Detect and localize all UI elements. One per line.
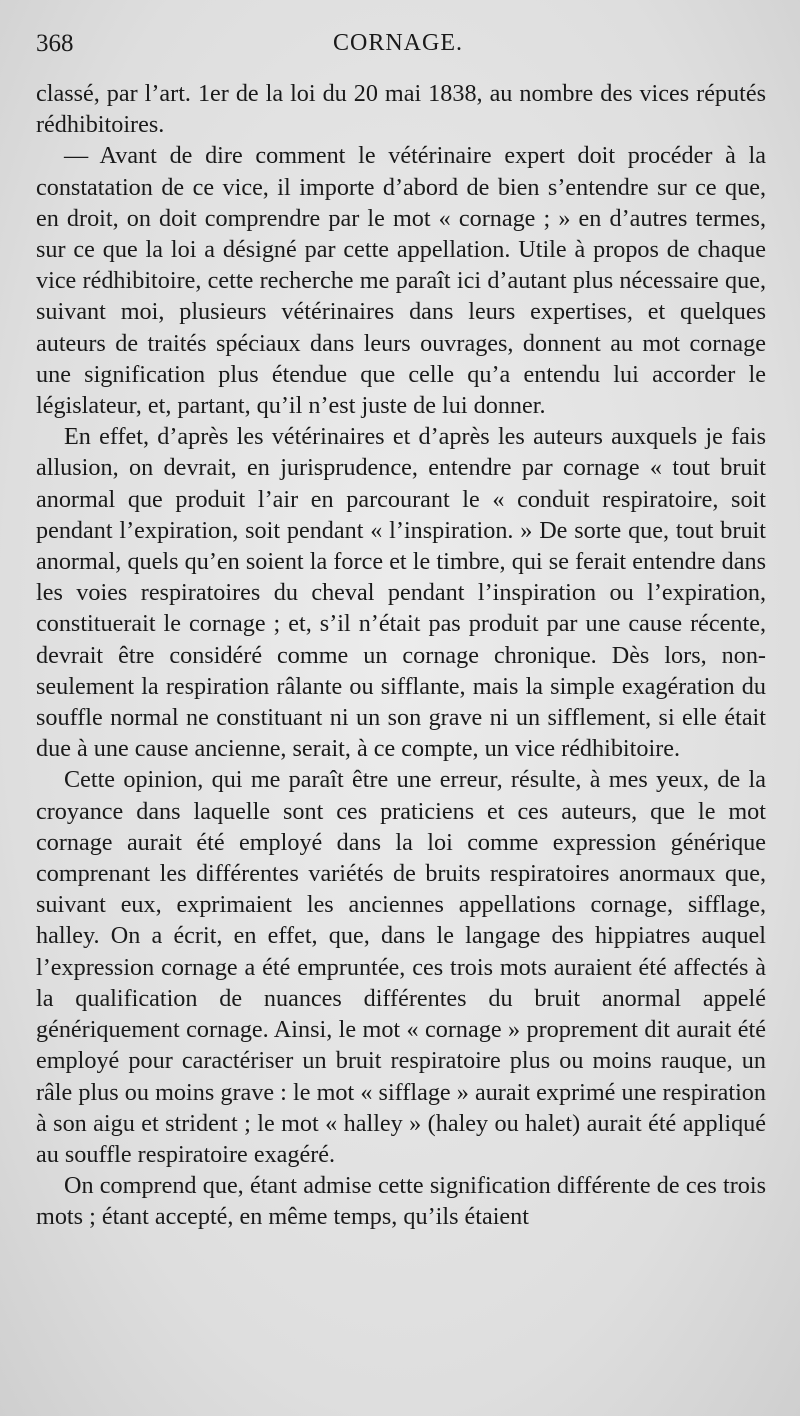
- paragraph-1: classé, par l’art. 1er de la loi du 20 mai 1838, au nombre des vices réputés rédhibitoires.: [36, 80, 766, 139]
- running-title: CORNAGE.: [332, 30, 463, 56]
- paragraph-5: On comprend que, étant admise cette signification différente de ces trois mots ; étant accepté, en même temps, qu’ils étaient: [36, 1172, 766, 1231]
- page-number: 368: [36, 30, 74, 57]
- paragraph-2: — Avant de dire comment le vétérinaire expert doit procéder à la constatation de ce vice, il importe d’abord de bien s’entendre sur ce que, en droit, on doit comprendre par le mot « cornage ; » en d’autres termes, sur ce que la loi a désigné par cette appellation. Utile à propos de chaque vice rédhibitoire, cette recherche me paraît ici d’autant plus nécessaire que, suivant moi, plusieurs vétérinaires dans leurs expertises, et quelques auteurs de traités spéciaux dans leurs ouvrages, donnent au mot cornage une signification plus étendue que celle qu’a entendu lui accorder le législateur, et, partant, qu’il n’est juste de lui donner.: [36, 142, 766, 420]
- paragraph-4: Cette opinion, qui me paraît être une erreur, résulte, à mes yeux, de la croyance dans laquelle sont ces praticiens et ces auteurs, que le mot cornage aurait été employé dans la loi comme expression générique comprenant les différentes variétés de bruits respiratoires anormaux que, suivant eux, exprimaient les anciennes appellations cornage, sifflage, halley. On a écrit, en effet, que, dans le langage des hippiatres auquel l’expression cornage a été empruntée, ces trois mots auraient été affectés à la qualification de nuances différentes du bruit anormal appelé génériquement cornage. Ainsi, le mot « cornage » proprement dit aurait été employé pour caractériser un bruit respiratoire plus ou moins rauque, un râle plus ou moins grave : le mot « sifflage » aurait exprimé une respiration à son aigu et strident ; le mot « halley » (haley ou halet) aurait été appliqué au souffle respiratoire exagéré.: [36, 766, 766, 1168]
- page-header: [36, 30, 760, 64]
- body-text: [36, 78, 766, 1233]
- paragraph-3: En effet, d’après les vétérinaires et d’après les auteurs auxquels je fais allusion, on devrait, en jurisprudence, entendre par cornage « tout bruit anormal que produit l’air en parcourant le « conduit respiratoire, soit pendant l’expiration, soit pendant « l’inspiration. » De sorte que, tout bruit anormal, quels qu’en soient la force et le timbre, qui se ferait entendre dans les voies respiratoires du cheval pendant l’inspiration ou l’expiration, constituerait le cornage ; et, s’il n’était pas produit par une cause récente, devrait être considéré comme un cornage chronique. Dès lors, non-seulement la respiration râlante ou sifflante, mais la simple exagération du souffle normal ne constituant ni un son grave ni un sifflement, si elle était due à une cause ancienne, serait, à ce compte, un vice rédhibitoire.: [36, 423, 766, 763]
